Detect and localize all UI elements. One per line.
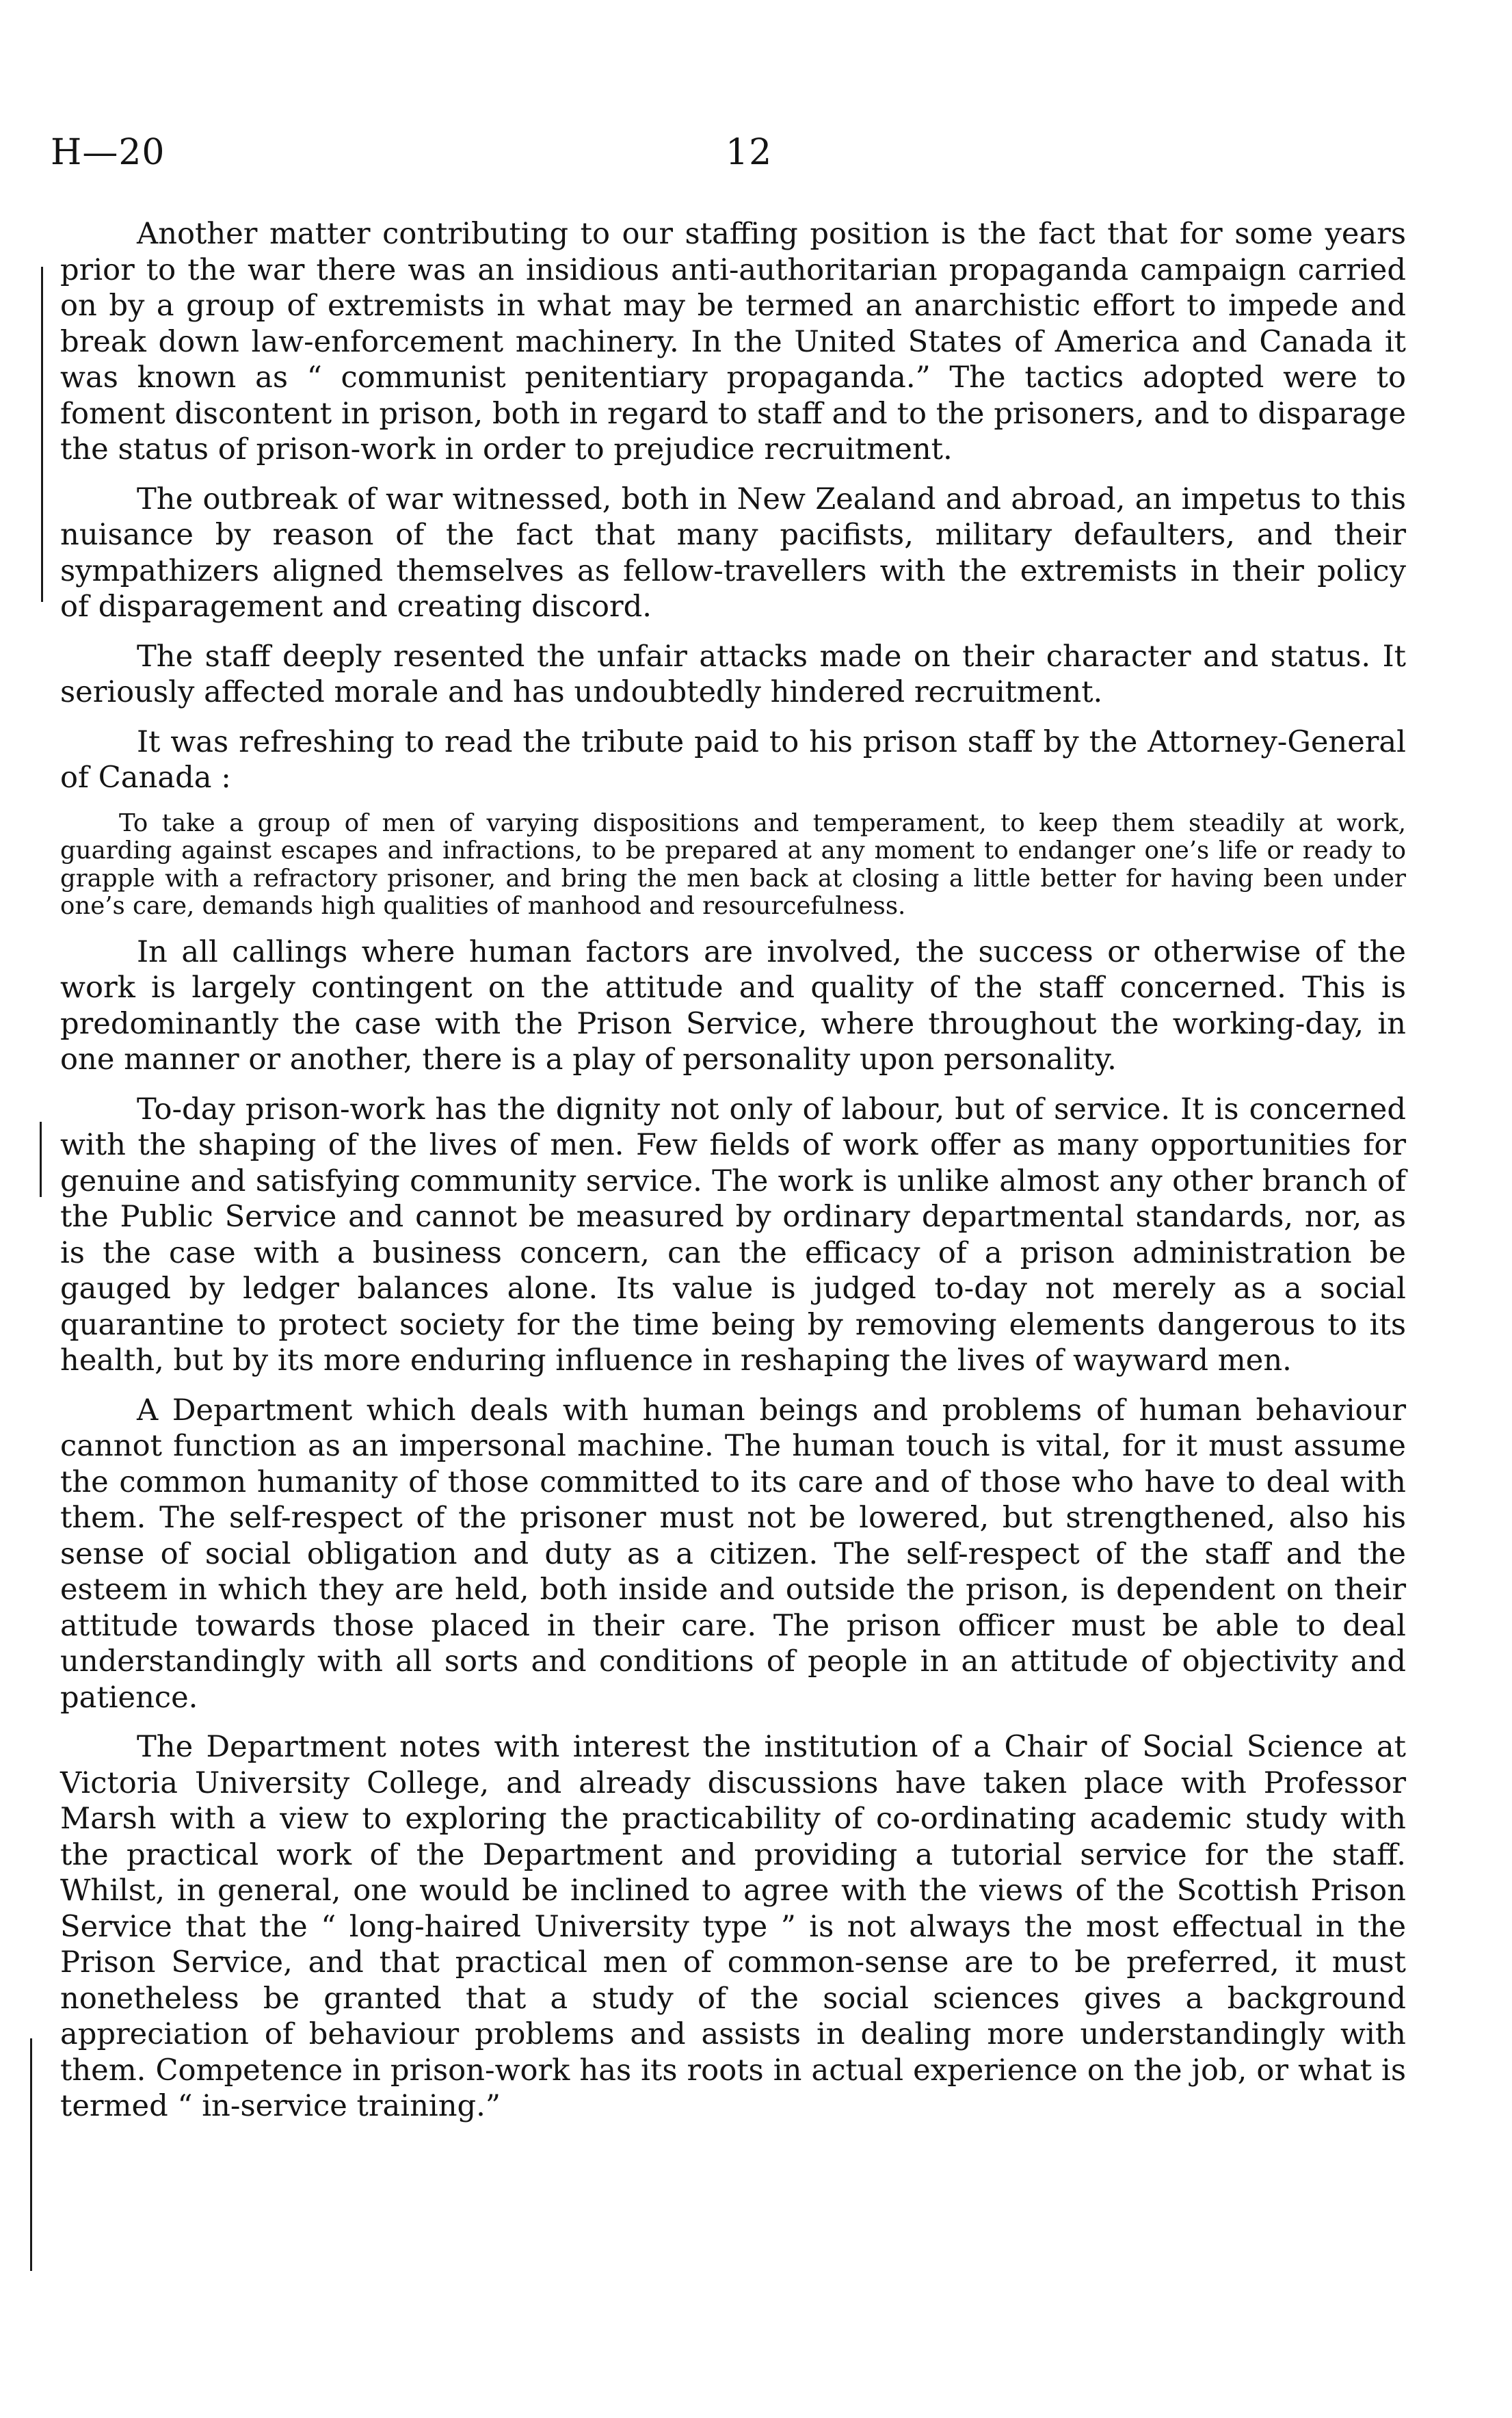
- paragraph: The staff deeply resented the unfair attacks made on their character and status. It seriously affected morale and has undoubtedly hindered recruitment.: [60, 639, 1406, 709]
- paragraph: A Department which deals with human beings and problems of human behaviour cannot function as an impersonal machine. The human touch is vital, for it must assume the common humanity of those committed to its care and of those who have to deal with them. The self-respect of the prisoner must not be lowered, but strengthened, also his sense of social obligation and duty as a citizen. The self-respect of the staff and the esteem in which they are held, both inside and outside the prison, is dependent on their attitude towards those placed in their care. The prison officer must be able to deal understandingly with all sorts and conditions of people in an attitude of objectivity and patience.: [60, 1393, 1406, 1715]
- margin-mark: [40, 1122, 42, 1197]
- paragraph: To-day prison-work has the dignity not only of labour, but of service. It is concerned with the shaping of the lives of men. Few fields of work offer as many opportunities for genuine and satisfying community service. The work is unlike almost any other branch of the Public Service and cannot be measured by ordinary departmental standards, nor, as is the case with a business concern, can the efficacy of a prison administration be gauged by ledger balances alone. Its value is judged to-day not merely as a social quarantine to protect society for the time being by removing elements dangerous to its health, but by its more enduring influence in reshaping the lives of wayward men.: [60, 1092, 1406, 1378]
- page-header: [0, 132, 1512, 180]
- margin-mark: [30, 2038, 32, 2271]
- paragraph: The outbreak of war witnessed, both in New Zealand and abroad, an impetus to this nuisance by reason of the fact that many pacifists, military defaulters, and their sympathizers aligned themselves as fellow-travellers with the extremists in their policy of disparagement and creating discord.: [60, 482, 1406, 624]
- body-text: [60, 216, 1406, 2138]
- page-number: 12: [726, 132, 773, 173]
- paragraph: The Department notes with interest the institution of a Chair of Social Science at Victoria University College, and already discussions have taken place with Professor Marsh with a view to exploring the practicability of co-ordinating academic study with the practical work of the Department and providing a tutorial service for the staff. Whilst, in general, one would be inclined to agree with the views of the Scottish Prison Service that the “ long-haired University type ” is not always the most effectual in the Prison Service, and that practical men of common-sense are to be preferred, it must nonetheless be granted that a study of the social sciences gives a background appreciation of behaviour problems and assists in dealing more understandingly with them. Competence in prison-work has its roots in actual experience on the job, or what is termed “ in-service training.”: [60, 1730, 1406, 2123]
- document-id: H—20: [51, 132, 165, 173]
- block-quote: To take a group of men of varying dispositions and temperament, to keep them steadily at work, guarding against escapes and infractions, to be prepared at any moment to endanger one’s life or ready to grapple with a refractory prisoner, and bring the men back at closing a little better for having been under one’s care, demands high qualities of manhood and resourcefulness.: [60, 809, 1406, 920]
- margin-mark: [41, 267, 43, 602]
- paragraph: In all callings where human factors are involved, the success or otherwise of the work is largely contingent on the attitude and quality of the staff concerned. This is predominantly the case with the Prison Service, where throughout the working-day, in one manner or another, there is a play of personality upon personality.: [60, 934, 1406, 1077]
- paragraph: Another matter contributing to our staffing position is the fact that for some years prior to the war there was an insidious anti-authoritarian propaganda campaign carried on by a group of extremists in what may be termed an anarchistic effort to impede and break down law-enforcement machinery. In the United States of America and Canada it was known as “ communist penitentiary propaganda.” The tactics adopted were to foment discontent in prison, both in regard to staff and to the prisoners, and to disparage the status of prison-work in order to prejudice recruitment.: [60, 217, 1406, 466]
- paragraph: It was refreshing to read the tribute paid to his prison staff by the Attorney-General of Canada :: [60, 724, 1406, 795]
